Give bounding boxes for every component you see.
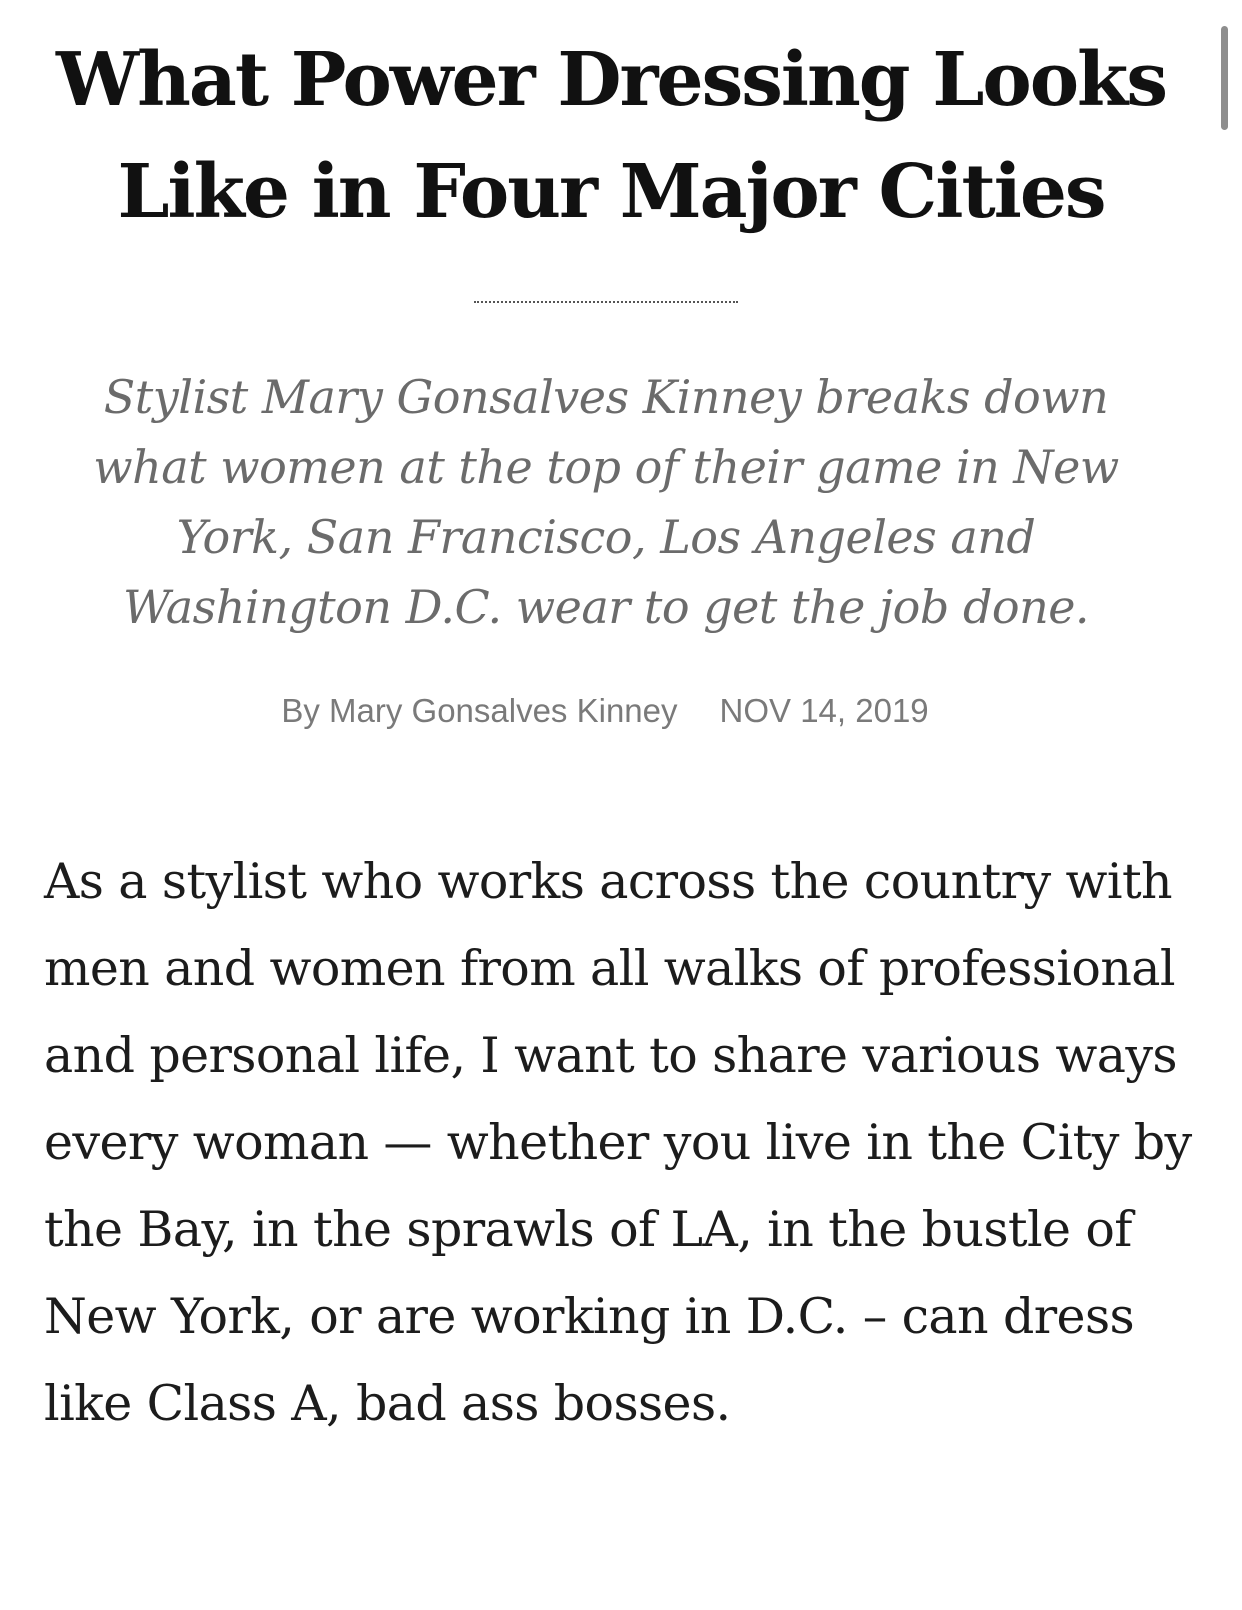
- title-divider: [474, 301, 738, 303]
- byline-row: [0, 688, 1210, 734]
- article-title: What Power Dressing Looks Like in Four Major Cities: [55, 37, 1166, 235]
- article-body-paragraph: As a stylist who works across the country with men and women from all walks of professional and personal life, I want to share various ways every woman — whether you live in the City by the Bay, in the sprawls of LA, in the bustle of New York, or are working in D.C. – can dress like Class A, bad ass bosses.: [44, 853, 1192, 1432]
- author-byline[interactable]: By Mary Gonsalves Kinney: [281, 692, 678, 729]
- scrollbar-thumb[interactable]: [1221, 26, 1228, 130]
- article-dek: Stylist Mary Gonsalves Kinney breaks down what women at the top of their game in New York, San Francisco, Los Angeles and Washington D.C. wear to get the job done.: [93, 370, 1119, 634]
- publish-date: NOV 14, 2019: [719, 692, 929, 729]
